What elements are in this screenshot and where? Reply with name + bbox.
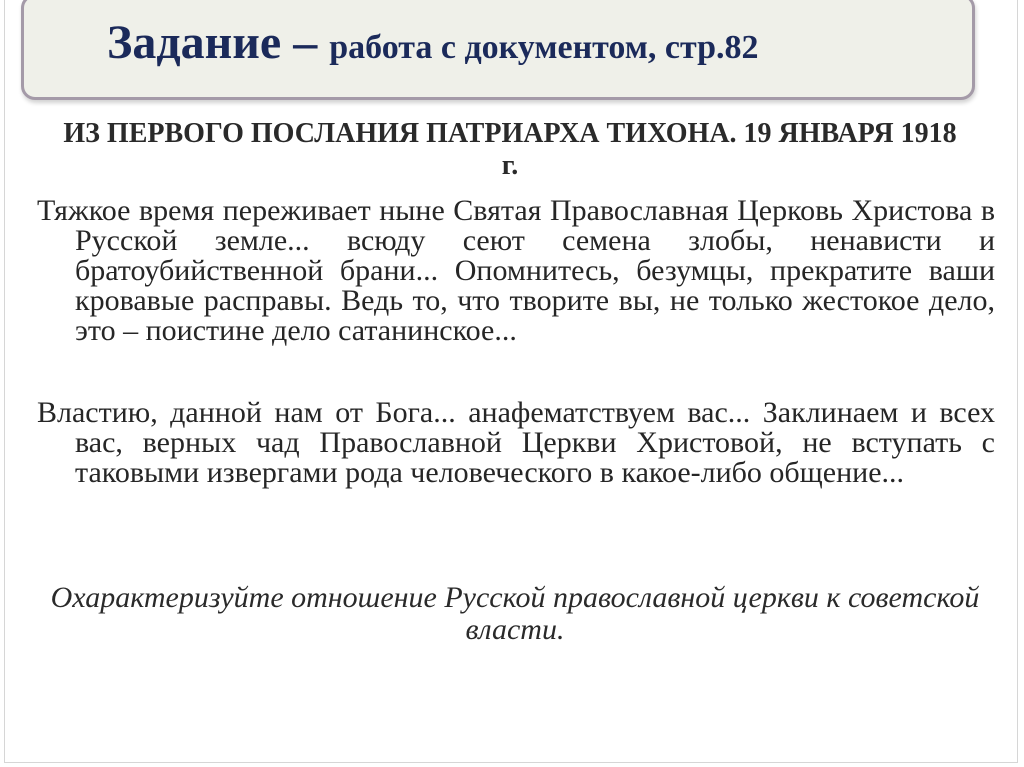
task-question: Охарактеризуйте отношение Русской православной церкви к советской власти. xyxy=(50,581,980,646)
title-banner xyxy=(21,0,975,100)
title-main: Задание – xyxy=(107,16,330,69)
document-paragraph-2 xyxy=(37,398,995,488)
slide-frame xyxy=(4,0,1018,763)
paragraph-2-text: Властию, данной нам от Бога... анафематствуем вас... Заклинаем и всех вас, верных чад Православной Церкви Христовой, не вступать с таковыми извергами рода человеческого в какое-либо общение... xyxy=(37,396,995,489)
title-subtitle: работа с документом, стр.82 xyxy=(329,29,759,66)
paragraph-1-text: Тяжкое время переживает ныне Святая Православная Церковь Христова в Русской земле... всюду сеют семена злобы, ненависти и братоубийственной брани... Опомнитесь, безумцы, прекратите ваши кровавые расправы. Ведь то, что творите вы, не только жестокое дело, это – поистине дело сатанинское... xyxy=(37,194,995,347)
document-paragraph-1 xyxy=(37,196,995,346)
document-heading: ИЗ ПЕРВОГО ПОСЛАНИЯ ПАТРИАРХА ТИХОНА. 19 ЯНВАРЯ 1918 г. xyxy=(63,118,957,181)
slide-title xyxy=(107,16,759,69)
